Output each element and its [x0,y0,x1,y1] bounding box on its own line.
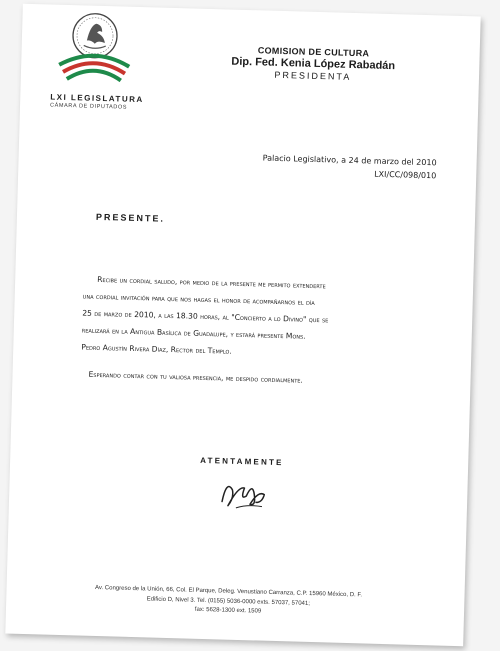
greeting: PRESENTE. [95,211,166,224]
address-footer [68,583,389,620]
body-line: 25 de marzo de 2010, a las 18.30 horas, al "Concierto a lo Divino" que se [82,308,329,325]
closing-line: Esperando contar con tu valiosa presencia, me despido cordialmente. [88,369,304,385]
letter-body [81,271,399,365]
handwritten-signature [214,471,275,515]
chamber-emblem-icon [49,9,141,89]
committee-name: COMISION DE CULTURA [257,45,370,59]
letter-page [5,4,480,647]
footer-fax: fax: 5628-1300 ext. 1509 [194,606,262,615]
reference-number: LXI/CC/098/010 [374,169,437,181]
place-date: Palacio Legislativo, a 24 de marzo del 2010 [262,153,437,168]
body-line: Recibe un cordial saludo, por medio de la presente me permito extenderte [97,274,326,291]
chamber-label: CÁMARA DE DIPUTADOS [49,102,128,111]
salutation: ATENTAMENTE [200,455,284,468]
deputy-role: PRESIDENTA [274,69,352,82]
body-line: Pedro Agustín Rivera Díaz, Rector del Templo. [81,342,232,356]
footer-phone: Edificio D, Nivel 3. Tel. (0155) 5036-0000 exts. 57037, 57041; [146,595,310,607]
place-date-block [262,151,437,182]
body-line: una cordial invitación para que nos hagas el honor de acompañarnos el día [82,291,315,307]
body-line: realizará en la Antigua Basílica de Guadalupe, y estará presente Mons. [81,325,306,341]
sender-header [231,45,396,84]
legislature-label: LXI LEGISLATURA [50,92,144,105]
footer-address: Av. Congreso de la Unión, 66, Col. El Parque, Deleg. Venustiano Carranza, C.P. 15960 México, D. F. [94,584,363,599]
deputy-name: Dip. Fed. Kenia López Rabadán [231,55,396,73]
